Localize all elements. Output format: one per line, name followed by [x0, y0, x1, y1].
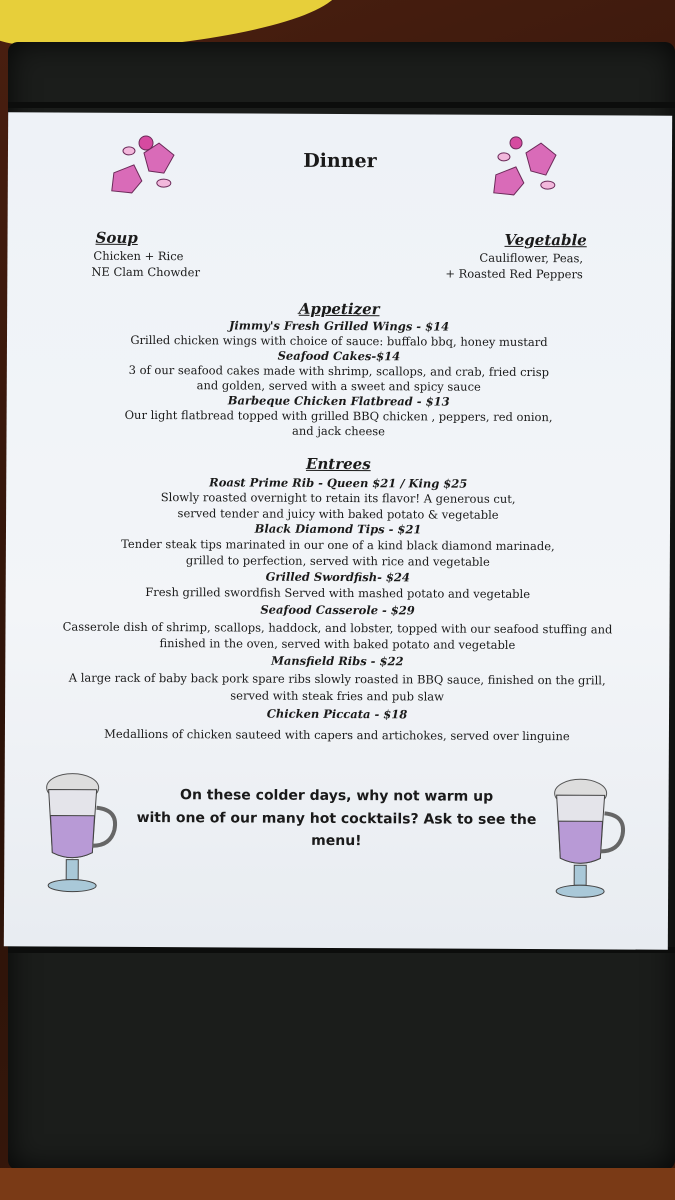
promo-text: menu!: [311, 832, 362, 850]
appetizer-item-name: Seafood Cakes-$14: [277, 348, 401, 364]
soup-line: NE Clam Chowder: [91, 264, 201, 280]
soup-heading: Soup: [95, 228, 138, 247]
appetizer-item-name: Barbeque Chicken Flatbread - $13: [227, 393, 450, 409]
table-edge: [0, 1168, 675, 1200]
entree-item-desc: finished in the oven, served with baked potato and vegetable: [159, 636, 516, 652]
appetizer-item-desc: and golden, served with a sweet and spicy sauce: [196, 378, 481, 394]
entree-item-name: Grilled Swordfish- $24: [265, 569, 410, 585]
entree-item-name: Mansfield Ribs - $22: [271, 653, 404, 669]
vegetable-line: + Roasted Red Peppers: [445, 266, 583, 282]
menu-page: [4, 112, 672, 949]
entree-item-name: Black Diamond Tips - $21: [254, 521, 422, 537]
appetizer-heading: Appetizer: [298, 299, 380, 319]
entree-item-name: Chicken Piccata - $18: [266, 706, 408, 722]
appetizer-item-name: Jimmy's Fresh Grilled Wings - $14: [228, 318, 450, 334]
appetizer-item-desc: Our light flatbread topped with grilled BBQ chicken , peppers, red onion,: [124, 407, 553, 425]
menu-title: Dinner: [303, 149, 377, 173]
soup-line: Chicken + Rice: [93, 248, 184, 264]
appetizer-item-desc: Grilled chicken wings with choice of sauce: buffalo bbq, honey mustard: [130, 332, 548, 350]
entree-item-desc: Medallions of chicken sauteed with capers and artichokes, served over linguine: [104, 726, 570, 744]
entree-item-desc: served tender and juicy with baked potato & vegetable: [177, 506, 499, 522]
vegetable-heading: Vegetable: [504, 230, 587, 250]
appetizer-item-desc: and jack cheese: [292, 423, 386, 439]
entree-item-desc: Slowly roasted overnight to retain its flavor! A generous cut,: [160, 490, 516, 506]
entree-item-name: Seafood Casserole - $29: [260, 602, 415, 618]
entree-item-desc: Tender steak tips marinated in our one of a kind black diamond marinade,: [121, 536, 555, 554]
entree-item-desc: grilled to perfection, served with rice and vegetable: [185, 553, 490, 569]
entree-item-name: Roast Prime Rib - Queen $21 / King $25: [209, 475, 468, 491]
vegetable-line: Cauliflower, Peas,: [479, 250, 584, 266]
entree-item-desc: Fresh grilled swordfish Served with mashed potato and vegetable: [145, 584, 531, 602]
entree-item-desc: Casserole dish of shrimp, scallops, haddock, and lobster, topped with our seafood stuffing and: [62, 619, 613, 637]
promo-text: On these colder days, why not warm up: [180, 787, 494, 805]
entrees-heading: Entrees: [305, 454, 371, 474]
promo-text: with one of our many hot cocktails? Ask to see the: [136, 809, 537, 829]
entree-item-desc: A large rack of baby back pork spare ribs slowly roasted in BBQ sauce, finished on the grill,: [68, 670, 606, 688]
entree-item-desc: served with steak fries and pub slaw: [230, 688, 445, 704]
appetizer-item-desc: 3 of our seafood cakes made with shrimp, scallops, and crab, fried crisp: [128, 362, 550, 380]
